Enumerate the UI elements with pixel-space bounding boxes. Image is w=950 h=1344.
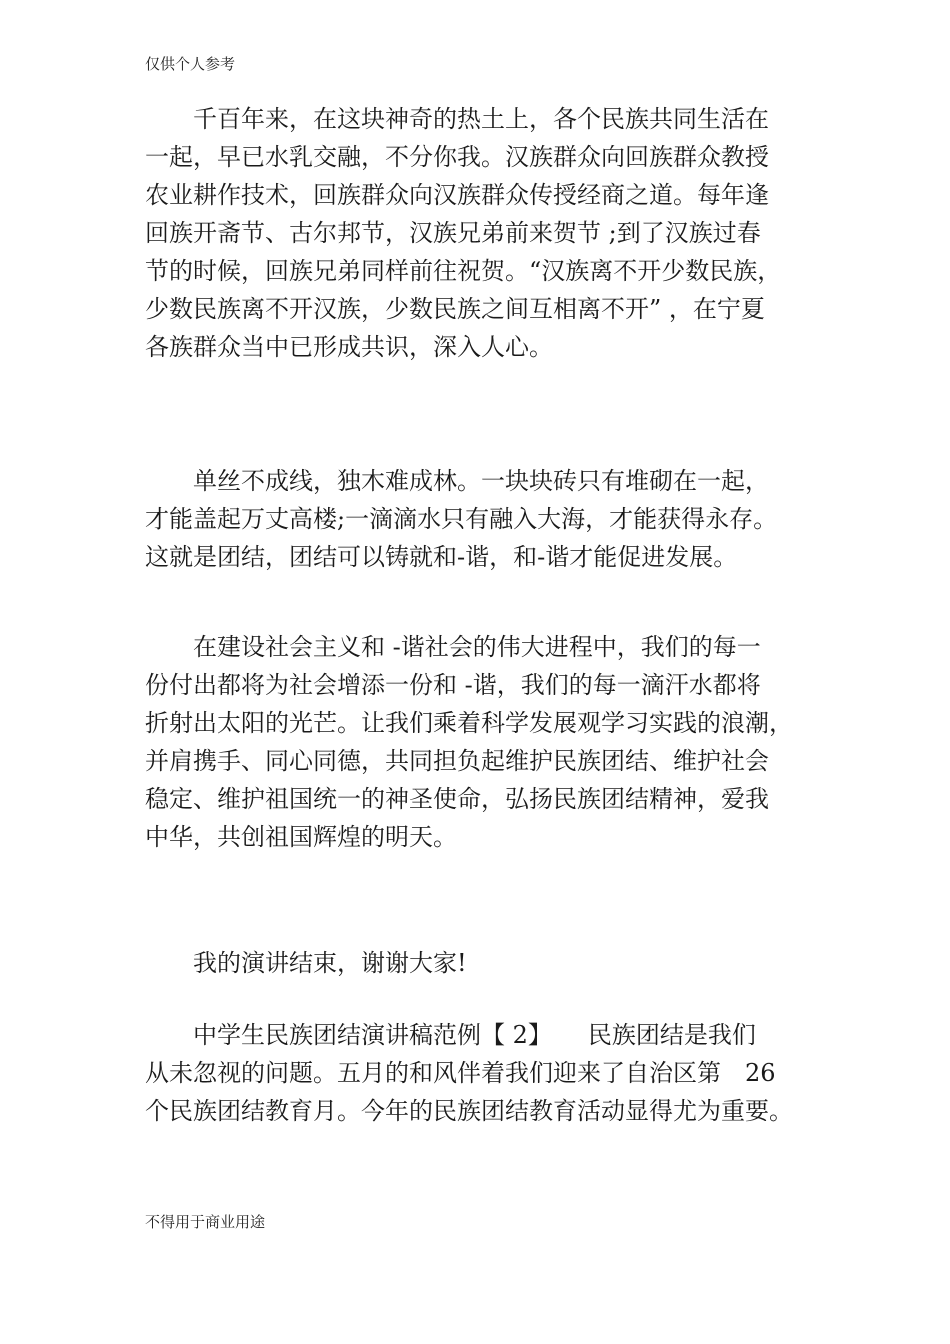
text-line: 并肩携手、同心同德，共同担负起维护民族团结、维护社会	[145, 747, 769, 775]
text-line: 中学生民族团结演讲稿范例【 2】 民族团结是我们	[193, 1021, 756, 1049]
text-line: 农业耕作技术，回族群众向汉族群众传授经商之道。每年逢	[145, 181, 769, 209]
text-line: 才能盖起万丈高楼;一滴滴水只有融入大海，才能获得永存。	[145, 505, 778, 533]
text-line: 从未忽视的问题。五月的和风伴着我们迎来了自治区第 26	[145, 1059, 776, 1087]
text-line: 稳定、维护祖国统一的神圣使命，弘扬民族团结精神，爱我	[145, 785, 769, 813]
page-header-note: 仅供个人参考	[145, 55, 236, 73]
text-line: 少数民族离不开汉族，少数民族之间互相离不开” ，在宁夏	[145, 295, 765, 323]
paragraph-5	[145, 1016, 835, 1130]
text-line: 折射出太阳的光芒。让我们乘着科学发展观学习实践的浪潮，	[145, 709, 793, 737]
paragraph-1	[145, 100, 835, 366]
paragraph-4	[145, 944, 835, 982]
paragraph-2	[145, 462, 835, 576]
paragraph-3	[145, 628, 835, 856]
text-line: 中华，共创祖国辉煌的明天。	[145, 823, 457, 851]
text-line: 个民族团结教育月。今年的民族团结教育活动显得尤为重要。	[145, 1097, 793, 1125]
page-footer-note: 不得用于商业用途	[145, 1213, 266, 1231]
text-line: 一起，早已水乳交融，不分你我。汉族群众向回族群众教授	[145, 143, 769, 171]
text-line: 节的时候，回族兄弟同样前往祝贺。“汉族离不开少数民族，	[145, 257, 782, 285]
text-line: 各族群众当中已形成共识，深入人心。	[145, 333, 553, 361]
text-line: 单丝不成线，独木难成林。一块块砖只有堆砌在一起，	[193, 467, 769, 495]
text-line: 回族开斋节、古尔邦节，汉族兄弟前来贺节 ;到了汉族过春	[145, 219, 761, 247]
text-line: 千百年来，在这块神奇的热土上，各个民族共同生活在	[193, 105, 769, 133]
text-line: 份付出都将为社会增添一份和 -谐，我们的每一滴汗水都将	[145, 671, 761, 699]
text-line: 这就是团结，团结可以铸就和-谐，和-谐才能促进发展。	[145, 543, 738, 571]
text-line: 我的演讲结束，谢谢大家!	[193, 949, 467, 977]
text-line: 在建设社会主义和 -谐社会的伟大进程中，我们的每一	[193, 633, 761, 661]
